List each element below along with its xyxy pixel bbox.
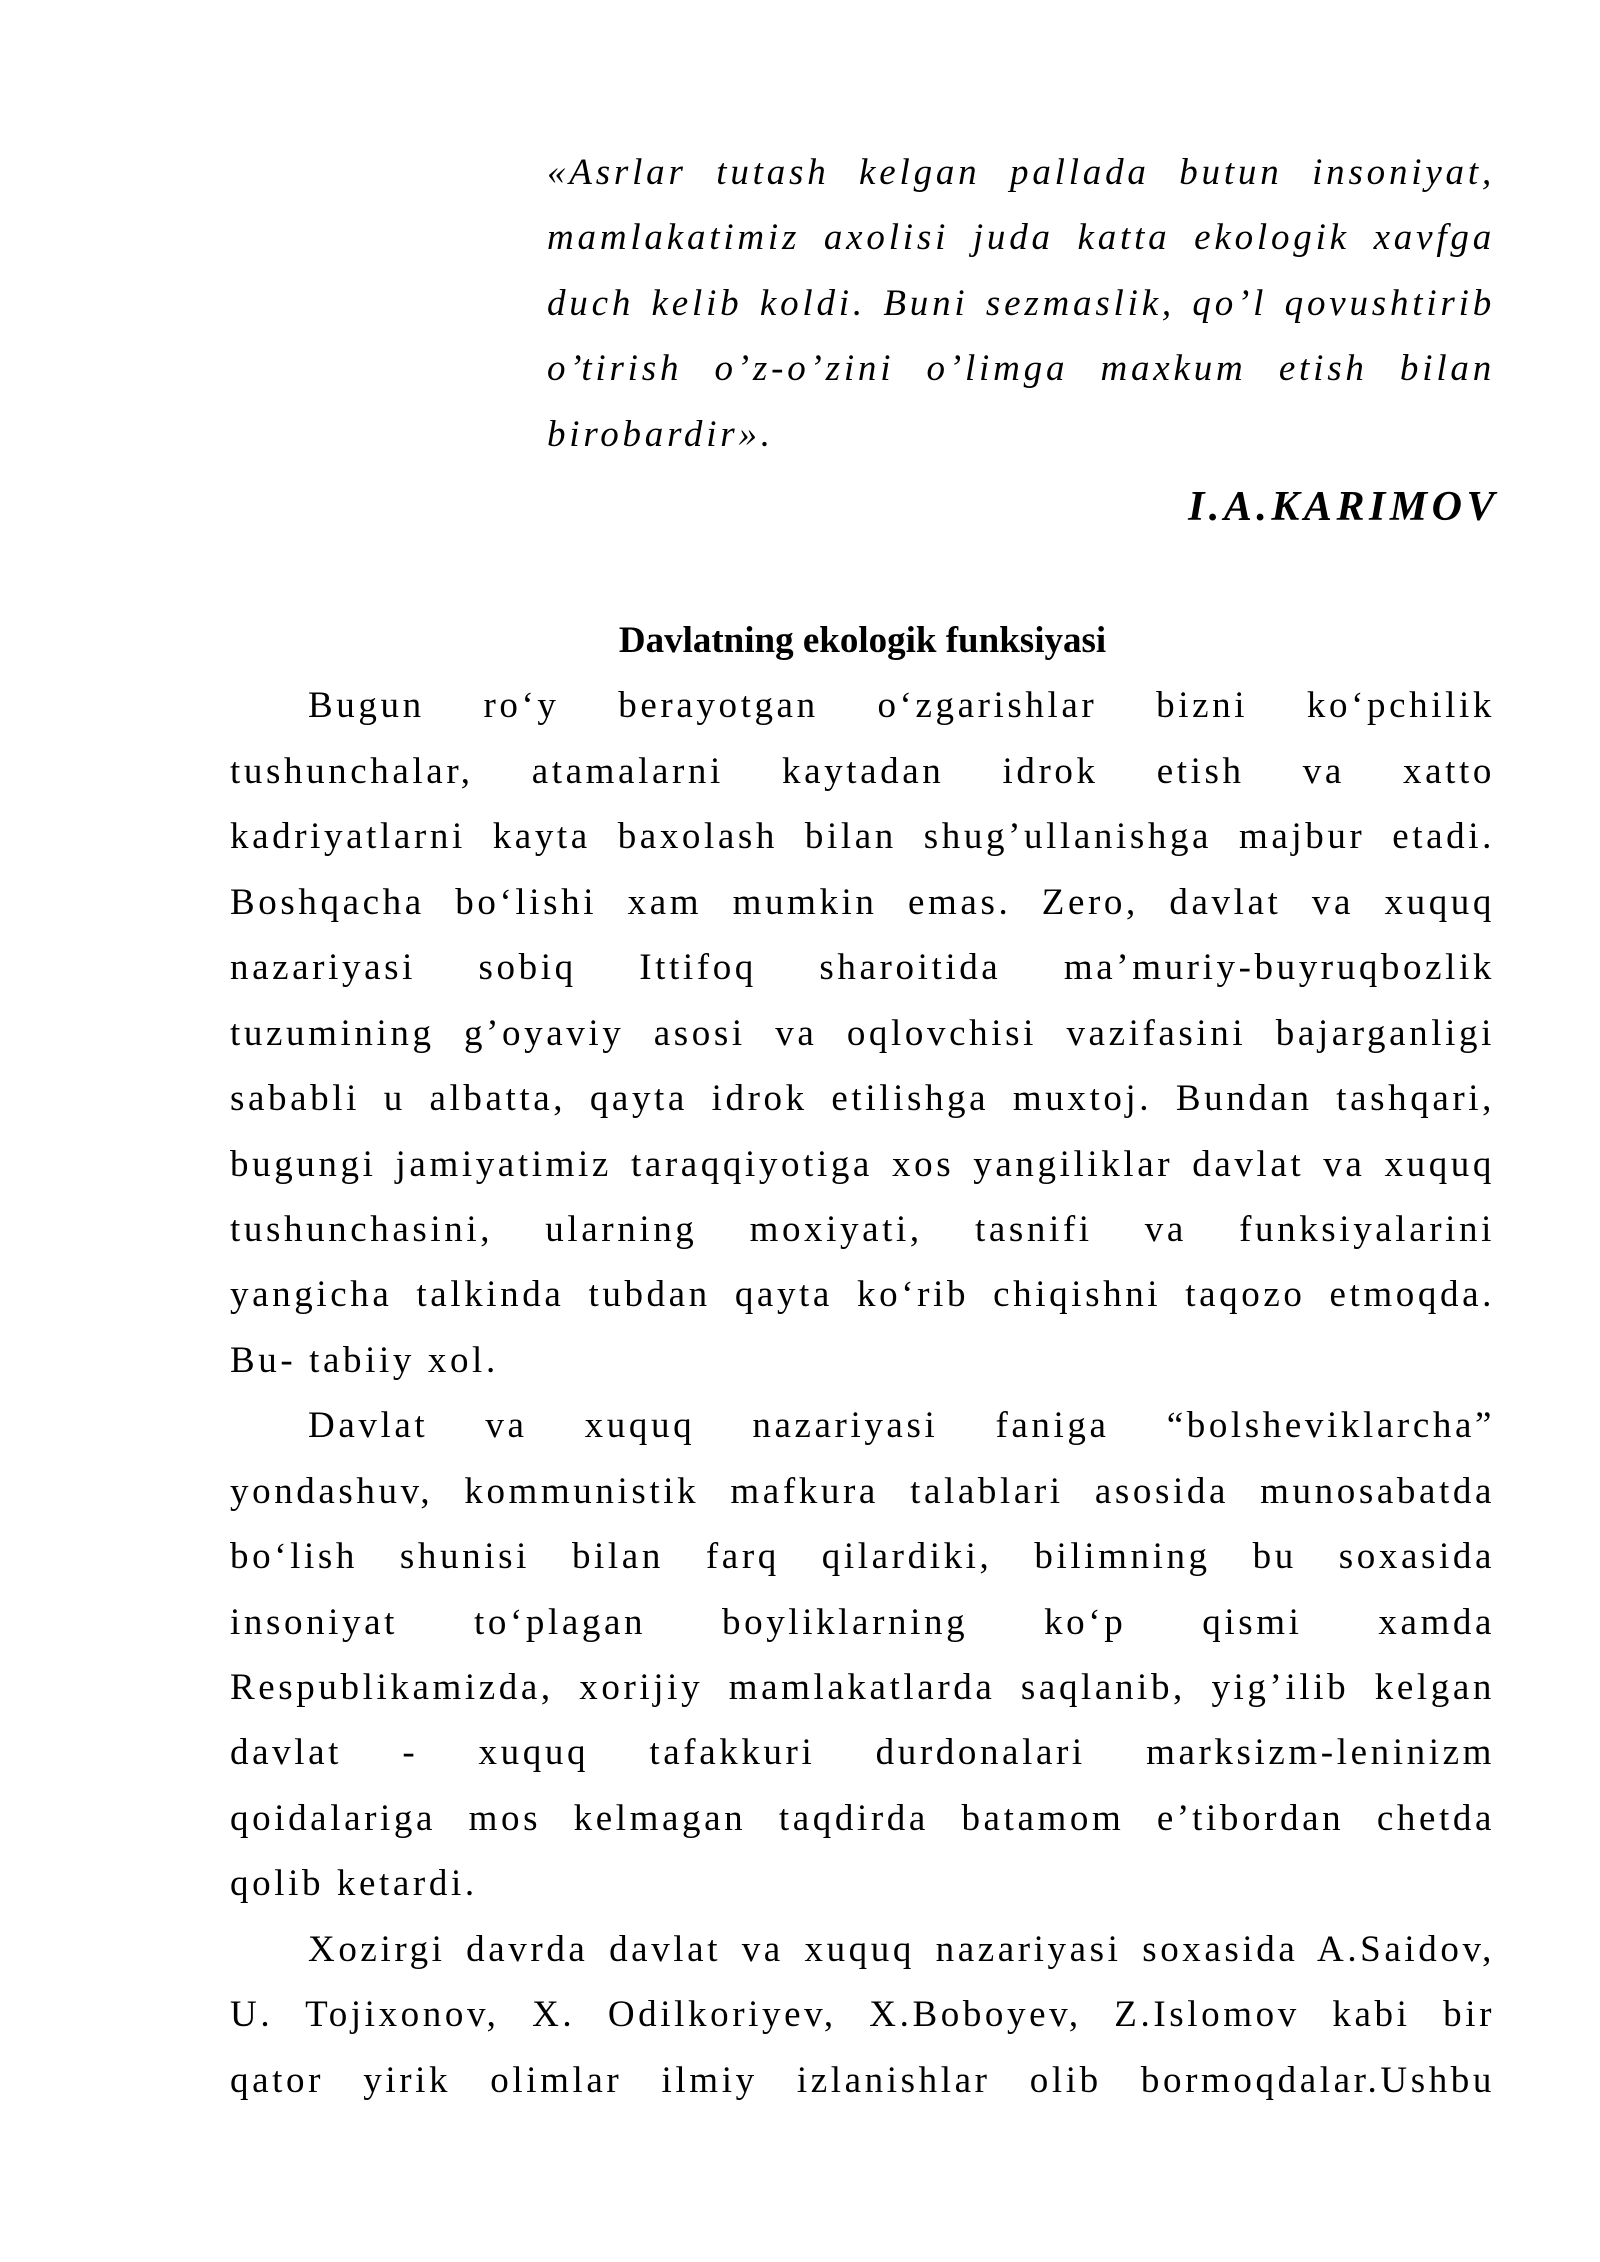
- epigraph-quote: [547, 140, 1495, 467]
- paragraph-line: Davlat va xuquq nazariyasi faniga “bolsheviklarcha”: [308, 1405, 1495, 1447]
- paragraph-line: nazariyasi sobiq Ittifoq sharoitida ma’muriy-buyruqbozlik: [230, 947, 1495, 989]
- paragraph-line: yangicha talkinda tubdan qayta ko‘rib chiqishni taqozo etmoqda.: [230, 1274, 1495, 1316]
- paragraph-line: qoidalariga mos kelmagan taqdirda batamom e’tibordan chetda: [230, 1797, 1495, 1839]
- epigraph-line: birobardir».: [547, 413, 774, 455]
- paragraph-line: Xozirgi davrda davlat va xuquq nazariyasi soxasida A.Saidov,: [308, 1928, 1495, 1970]
- paragraph-line: kadriyatlarni kayta baxolash bilan shug’ullanishga majbur etadi.: [230, 816, 1495, 858]
- paragraph-line: davlat - xuquq tafakkuri durdonalari marksizm-leninizm: [230, 1732, 1495, 1774]
- epigraph-author: I.A.KARIMOV: [1188, 484, 1499, 530]
- epigraph-line: mamlakatimiz axolisi juda katta ekologik xavfga: [547, 217, 1495, 259]
- paragraph: [230, 1393, 1495, 1917]
- paragraph-line: qolib ketardi.: [230, 1863, 478, 1905]
- paragraph: [230, 673, 1495, 1393]
- section-heading: Davlatning ekologik funksiyasi: [618, 620, 1107, 661]
- paragraph-line: tuzumining g’oyaviy asosi va oqlovchisi vazifasini bajarganligi: [230, 1012, 1495, 1054]
- paragraph-line: bugungi jamiyatimiz taraqqiyotiga xos yangiliklar davlat va xuquq: [230, 1143, 1495, 1185]
- paragraph-line: tushunchalar, atamalarni kaytadan idrok etish va xatto: [230, 750, 1495, 792]
- epigraph-line: «Asrlar tutash kelgan pallada butun insoniyat,: [547, 152, 1495, 193]
- paragraph-line: bo‘lish shunisi bilan farq qilardiki, bilimning bu soxasida: [230, 1536, 1495, 1578]
- paragraph-line: Respublikamizda, xorijiy mamlakatlarda saqlanib, yig’ilib kelgan: [230, 1667, 1495, 1708]
- paragraph-line: tushunchasini, ularning moxiyati, tasnifi va funksiyalarini: [230, 1208, 1495, 1250]
- section-body: [230, 608, 1495, 2113]
- paragraph-line: U. Tojixonov, X. Odilkoriyev, X.Boboyev, Z.Islomov kabi bir: [230, 1994, 1495, 2036]
- epigraph-line: duch kelib koldi. Buni sezmaslik, qo’l qovushtirib: [547, 282, 1495, 324]
- paragraph-line: Boshqacha bo‘lishi xam mumkin emas. Zero, davlat va xuquq: [230, 881, 1495, 923]
- epigraph-line: o’tirish o’z-o’zini o’limga maxkum etish bilan: [547, 348, 1495, 390]
- paragraph-line: qator yirik olimlar ilmiy izlanishlar olib bormoqdalar.Ushbu: [230, 2059, 1495, 2101]
- paragraph-line: sababli u albatta, qayta idrok etilishga muxtoj. Bundan tashqari,: [230, 1078, 1495, 1120]
- paragraph: [230, 1917, 1495, 2113]
- paragraph-line: Bugun ro‘y berayotgan o‘zgarishlar bizni ko‘pchilik: [308, 685, 1495, 727]
- paragraph-line: yondashuv, kommunistik mafkura talablari asosida munosabatda: [230, 1470, 1495, 1512]
- paragraph-line: Bu- tabiiy xol.: [230, 1339, 499, 1381]
- paragraph-line: insoniyat to‘plagan boyliklarning ko‘p qismi xamda: [230, 1601, 1495, 1643]
